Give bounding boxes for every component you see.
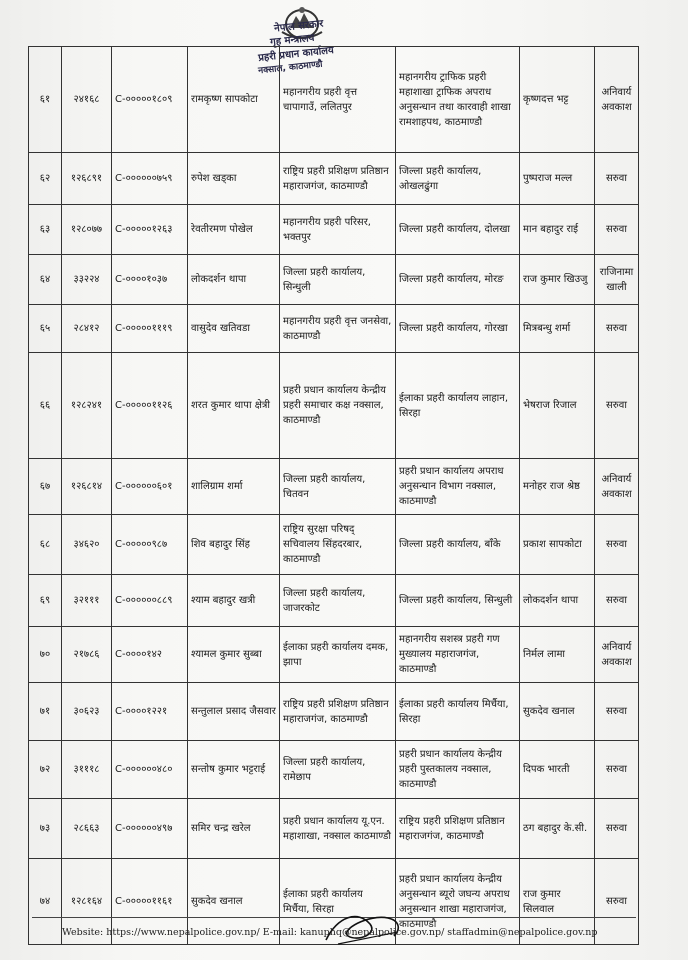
staff-id-cell: C-००००१२२१ [112,683,188,741]
police-number-cell: ३४६२० [62,515,112,575]
staff-id-cell: C-००००००७५९ [112,153,188,205]
serial-number-cell: ६७ [29,459,62,515]
replacement-name-cell: राज कुमार खिउजु [520,255,595,305]
seal-line-4: नक्साल, काठमाण्डौ [257,59,324,77]
seal-line-1: नेपाल सरकार [273,18,324,35]
transfer-office-cell: ईलाका प्रहरी कार्यालय मिर्चैया, सिरहा [396,683,520,741]
replacement-name-cell: मान बहादुर राई [520,205,595,255]
current-office-cell: राष्ट्रिय सुरक्षा परिषद् सचिवालय सिंहदरबार, काठमाण्डौ [280,515,396,575]
employee-name-cell: रुपेश खड्का [188,153,280,205]
transfer-office-cell: जिल्ला प्रहरी कार्यालय, मोरङ [396,255,520,305]
transfer-office-cell: महानगरीय सशस्त्र प्रहरी गण मुख्यालय महाराजगंज, काठमाण्डौ [396,627,520,683]
remark-cell: सरुवा [595,683,639,741]
police-number-cell: १२६८१४ [62,459,112,515]
replacement-name-cell: पुष्पराज मल्ल [520,153,595,205]
remark-cell: सरुवा [595,515,639,575]
remark-cell: सरुवा [595,799,639,859]
serial-number-cell: ६४ [29,255,62,305]
current-office-cell: महानगरीय प्रहरी वृत्त जनसेवा, काठमाण्डौ [280,305,396,353]
remark-cell: सरुवा [595,153,639,205]
remark-cell: अनिवार्य अवकाश [595,459,639,515]
remark-cell: सरुवा [595,575,639,627]
transfer-office-cell: प्रहरी प्रधान कार्यालय केन्द्रीय अनुसन्धान ब्यूरो जघन्य अपराध अनुसन्धान शाखा महाराजगंज, काठमाण्डौ [396,859,520,945]
staff-id-cell: C-००००१०३७ [112,255,188,305]
police-number-cell: ३२१११ [62,575,112,627]
current-office-cell: महानगरीय प्रहरी वृत्त चापागाउँ, ललितपुर [280,47,396,153]
table-row [29,515,639,575]
employee-name-cell: सुकदेव खनाल [188,859,280,945]
serial-number-cell: ६२ [29,153,62,205]
transfer-office-cell: प्रहरी प्रधान कार्यालय केन्द्रीय प्रहरी पुस्तकालय नक्साल, काठमाण्डौ [396,741,520,799]
remark-cell: सरुवा [595,205,639,255]
staff-id-cell: C-००००००६०१ [112,459,188,515]
replacement-name-cell: राज कुमार सिलवाल [520,859,595,945]
current-office-cell: ईलाका प्रहरी कार्यालय मिर्चैया, सिरहा [280,859,396,945]
serial-number-cell: ७३ [29,799,62,859]
employee-name-cell: शालिग्राम शर्मा [188,459,280,515]
serial-number-cell: ७० [29,627,62,683]
transfer-table [28,46,639,945]
transfer-office-cell: जिल्ला प्रहरी कार्यालय, गोरखा [396,305,520,353]
remark-cell: राजिनामा खाली [595,255,639,305]
remark-cell: सरुवा [595,353,639,459]
staff-id-cell: C-०००००१८०९ [112,47,188,153]
police-number-cell: १२८१६४ [62,859,112,945]
serial-number-cell: ७४ [29,859,62,945]
staff-id-cell: C-००००००४८० [112,741,188,799]
table-row [29,205,639,255]
police-number-cell: ३१११८ [62,741,112,799]
police-number-cell: २८४१२ [62,305,112,353]
remark-cell: सरुवा [595,859,639,945]
staff-id-cell: C-०००००९८७ [112,515,188,575]
staff-id-cell: C-०००००११२६ [112,353,188,459]
seal-line-3: प्रहरी प्रधान कार्यालय [257,45,335,64]
table-row [29,575,639,627]
employee-name-cell: सन्तुलाल प्रसाद जैसवार [188,683,280,741]
replacement-name-cell: मनोहर राज श्रेष्ठ [520,459,595,515]
serial-number-cell: ६३ [29,205,62,255]
police-number-cell: १२८२४१ [62,353,112,459]
staff-id-cell: C-००००००४९७ [112,799,188,859]
police-number-cell: २८६६३ [62,799,112,859]
seal-line-2: गृह मन्त्रालय [269,32,315,49]
staff-id-cell: C-००००१४२ [112,627,188,683]
transfer-office-cell: जिल्ला प्रहरी कार्यालय, ओखलढुंगा [396,153,520,205]
transfer-office-cell: राष्ट्रिय प्रहरी प्रशिक्षण प्रतिष्ठान महाराजगंज, काठमाण्डौ [396,799,520,859]
table-row [29,459,639,515]
employee-name-cell: लोकदर्शन थापा [188,255,280,305]
employee-name-cell: रेवतीरमण पोखेल [188,205,280,255]
replacement-name-cell: ठग बहादुर के.सी. [520,799,595,859]
replacement-name-cell: सुकदेव खनाल [520,683,595,741]
staff-id-cell: C-०००००१२६३ [112,205,188,255]
transfer-office-cell: ईलाका प्रहरी कार्यालय लाहान, सिरहा [396,353,520,459]
current-office-cell: जिल्ला प्रहरी कार्यालय, चितवन [280,459,396,515]
employee-name-cell: सन्तोष कुमार भट्टराई [188,741,280,799]
replacement-name-cell: कृष्णदत्त भट्ट [520,47,595,153]
current-office-cell: महानगरीय प्रहरी परिसर, भक्तपुर [280,205,396,255]
serial-number-cell: ७२ [29,741,62,799]
current-office-cell: राष्ट्रिय प्रहरी प्रशिक्षण प्रतिष्ठान महाराजगंज, काठमाण्डौ [280,683,396,741]
staff-id-cell: C-००००००८८९ [112,575,188,627]
remark-cell: अनिवार्य अवकाश [595,47,639,153]
transfer-office-cell: महानगरीय ट्राफिक प्रहरी महाशाखा ट्राफिक अपराध अनुसन्धान तथा कारवाही शाखा रामशाहपथ, काठमाण्डौ [396,47,520,153]
table-row [29,683,639,741]
replacement-name-cell: प्रकाश सापकोटा [520,515,595,575]
transfer-office-cell: जिल्ला प्रहरी कार्यालय, बाँके [396,515,520,575]
current-office-cell: राष्ट्रिय प्रहरी प्रशिक्षण प्रतिष्ठान महाराजगंज, काठमाण्डौ [280,153,396,205]
current-office-cell: जिल्ला प्रहरी कार्यालय, रामेछाप [280,741,396,799]
employee-name-cell: श्यामल कुमार सुब्बा [188,627,280,683]
remark-cell: सरुवा [595,305,639,353]
police-number-cell: ३३२२४ [62,255,112,305]
replacement-name-cell: लोकदर्शन थापा [520,575,595,627]
police-number-cell: २१७८६ [62,627,112,683]
current-office-cell: जिल्ला प्रहरी कार्यालय, सिन्धुली [280,255,396,305]
table-row [29,305,639,353]
transfer-office-cell: प्रहरी प्रधान कार्यालय अपराध अनुसन्धान विभाग नक्साल, काठमाण्डौ [396,459,520,515]
employee-name-cell: शरत कुमार थापा क्षेत्री [188,353,280,459]
serial-number-cell: ६५ [29,305,62,353]
replacement-name-cell: निर्मल लामा [520,627,595,683]
replacement-name-cell: भेषराज रिजाल [520,353,595,459]
employee-name-cell: समिर चन्द्र खरेल [188,799,280,859]
current-office-cell: ईलाका प्रहरी कार्यालय दमक, झापा [280,627,396,683]
transfer-office-cell: जिल्ला प्रहरी कार्यालय, सिन्धुली [396,575,520,627]
table-row [29,627,639,683]
police-number-cell: १२६८९१ [62,153,112,205]
employee-name-cell: शिव बहादुर सिंह [188,515,280,575]
current-office-cell: प्रहरी प्रधान कार्यालय यू.एन. महाशाखा, नक्साल काठमाण्डौ [280,799,396,859]
current-office-cell: जिल्ला प्रहरी कार्यालय, जाजरकोट [280,575,396,627]
serial-number-cell: ६६ [29,353,62,459]
table-row [29,799,639,859]
transfer-office-cell: जिल्ला प्रहरी कार्यालय, दोलखा [396,205,520,255]
footer-contact: Website: https://www.nepalpolice.gov.np/ E-mail: kanuphq@nepalpolice.gov.np/ staffadmin@nepalpolice.gov.np [62,927,598,938]
police-number-cell: ३०६२३ [62,683,112,741]
serial-number-cell: ६८ [29,515,62,575]
serial-number-cell: ६१ [29,47,62,153]
remark-cell: अनिवार्य अवकाश [595,627,639,683]
serial-number-cell: ७१ [29,683,62,741]
employee-name-cell: श्याम बहादुर खत्री [188,575,280,627]
table-row [29,353,639,459]
replacement-name-cell: मित्रबन्धु शर्मा [520,305,595,353]
employee-name-cell: वासुदेव खतिवडा [188,305,280,353]
staff-id-cell: C-०००००११६१ [112,859,188,945]
table-row [29,255,639,305]
current-office-cell: प्रहरी प्रधान कार्यालय केन्द्रीय प्रहरी समाचार कक्ष नक्साल, काठमाण्डौ [280,353,396,459]
table-row [29,47,639,153]
employee-name-cell: रामकृष्ण सापकोटा [188,47,280,153]
table-row [29,741,639,799]
remark-cell: सरुवा [595,741,639,799]
police-number-cell: २४१६८ [62,47,112,153]
table-row [29,153,639,205]
police-number-cell: १२८०७७ [62,205,112,255]
serial-number-cell: ६९ [29,575,62,627]
replacement-name-cell: दिपक भारती [520,741,595,799]
staff-id-cell: C-०००००१११९ [112,305,188,353]
